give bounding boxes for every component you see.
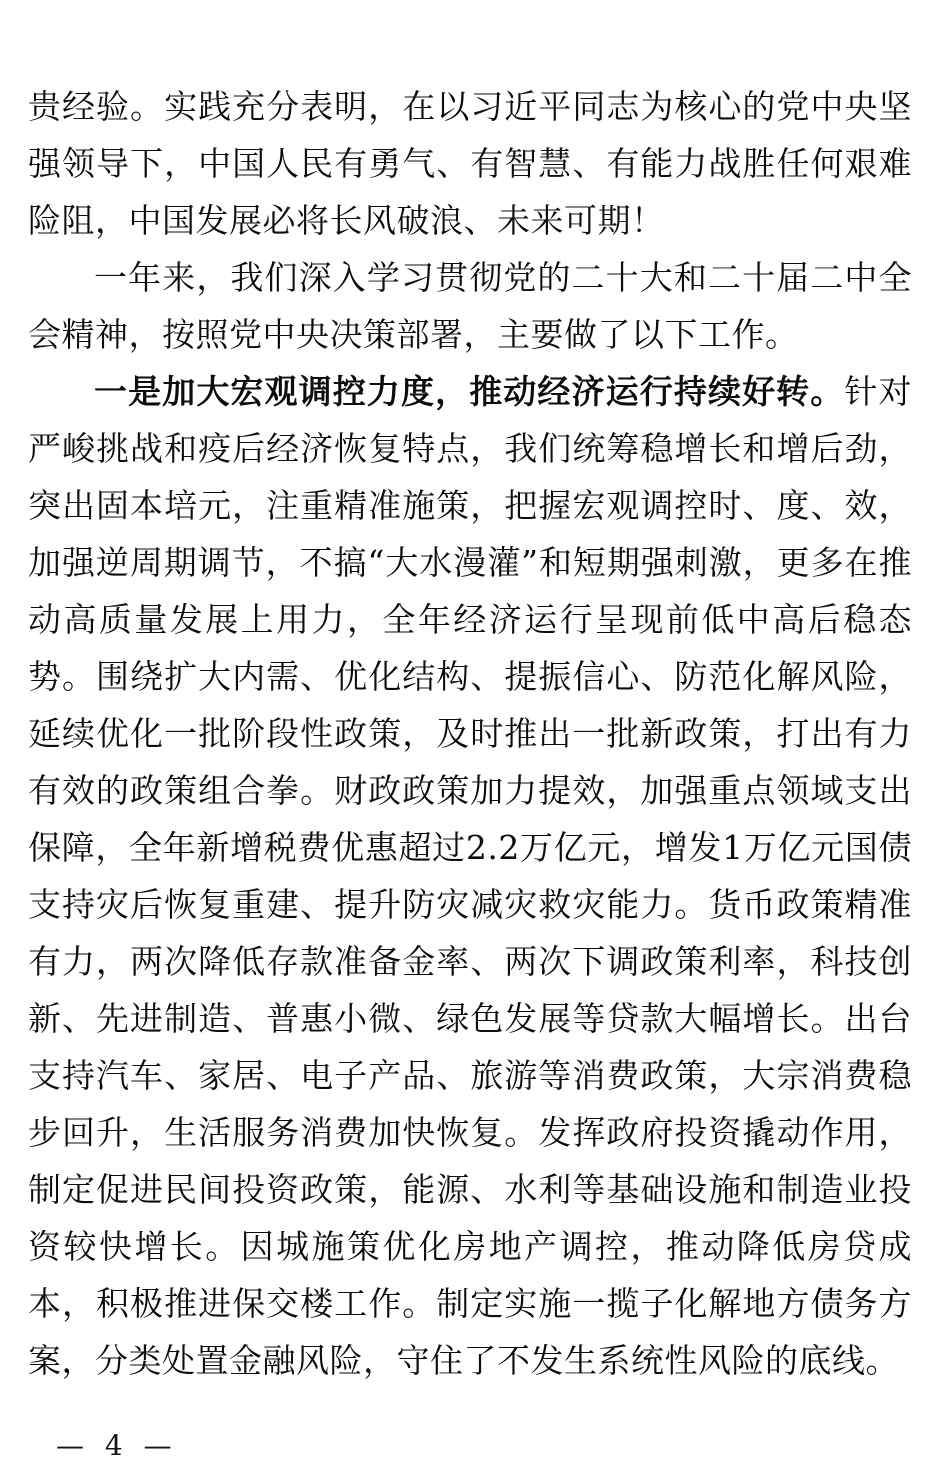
page-number: — 4 — xyxy=(56,1428,178,1462)
page-footer xyxy=(28,1410,912,1480)
paragraph-lead-sentence: 一是加大宏观调控力度，推动经济运行持续好转。 xyxy=(94,372,845,411)
paragraph-continuation xyxy=(28,78,912,249)
paragraph-text: 贵经验。实践充分表明，在以习近平同志为核心的党中央坚强领导下，中国人民有勇气、有智慧、有能力战胜任何艰难险阻，中国发展必将长风破浪、未来可期！ xyxy=(28,87,912,240)
document-body xyxy=(28,78,912,1410)
paragraph-text: 一年来，我们深入学习贯彻党的二十大和二十届二中全会精神，按照党中央决策部署，主要做了以下工作。 xyxy=(28,258,912,354)
paragraph-year-review xyxy=(28,249,912,363)
paragraph-item-one xyxy=(28,363,912,1389)
paragraph-text: 针对严峻挑战和疫后经济恢复特点，我们统筹稳增长和增后劲，突出固本培元，注重精准施策，把握宏观调控时、度、效，加强逆周期调节，不搞“大水漫灌”和短期强刺激，更多在推动高质量发展上用力，全年经济运行呈现前低中高后稳态势。围绕扩大内需、优化结构、提振信心、防范化解风险，延续优化一批阶段性政策，及时推出一批新政策，打出有力有效的政策组合拳。财政政策加力提效，加强重点领域支出保障，全年新增税费优惠超过2.2万亿元，增发1万亿元国债支持灾后恢复重建、提升防灾减灾救灾能力。货币政策精准有力，两次降低存款准备金率、两次下调政策利率，科技创新、先进制造、普惠小微、绿色发展等贷款大幅增长。出台支持汽车、家居、电子产品、旅游等消费政策，大宗消费稳步回升，生活服务消费加快恢复。发挥政府投资撬动作用，制定促进民间投资政策，能源、水利等基础设施和制造业投资较快增长。因城施策优化房地产调控，推动降低房贷成本，积极推进保交楼工作。制定实施一揽子化解地方债务方案，分类处置金融风险，守住了不发生系统性风险的底线。 xyxy=(28,372,913,1380)
